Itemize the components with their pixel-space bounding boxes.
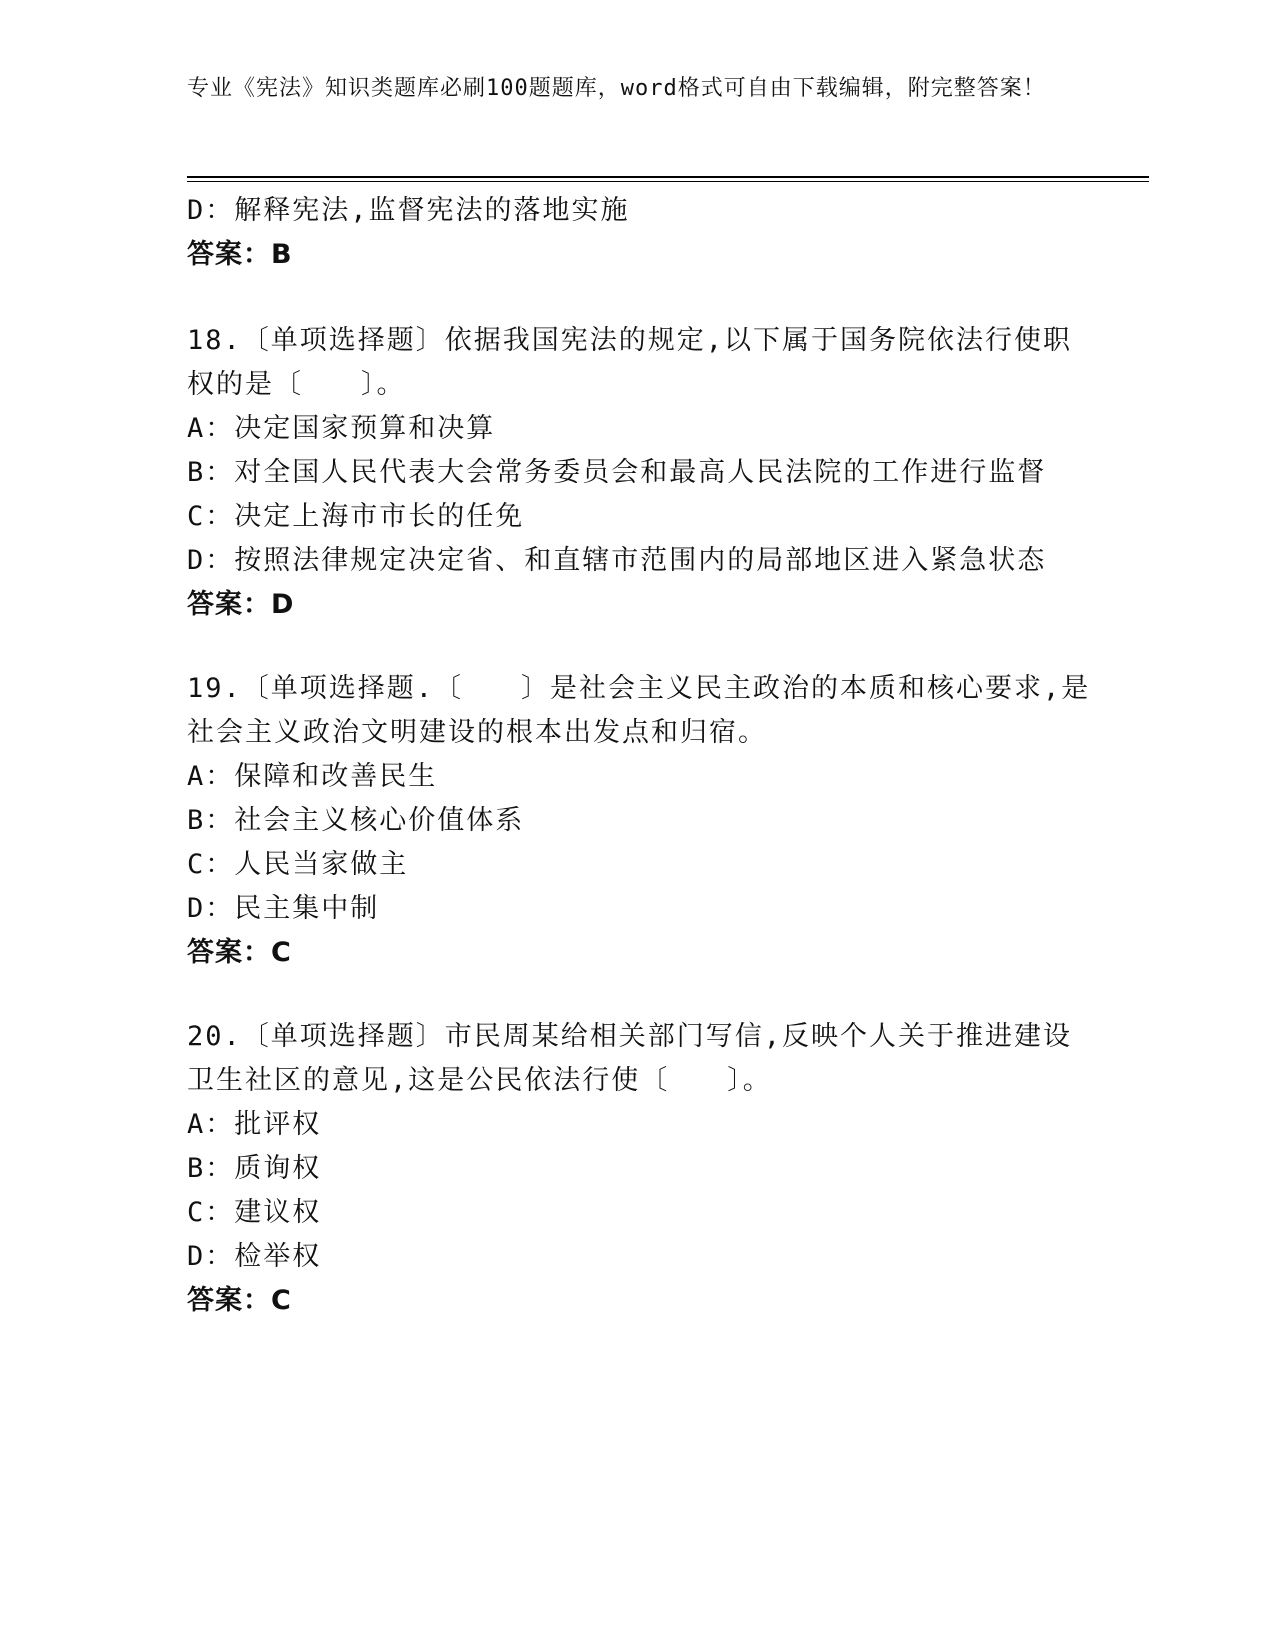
q19-option-b: B：社会主义核心价值体系 — [187, 805, 525, 836]
q18-stem-line2: 权的是〔 〕。 — [187, 369, 406, 400]
q19-option-a: A：保障和改善民生 — [187, 761, 438, 792]
q18-answer: 答案：D — [187, 589, 295, 620]
prev-answer: 答案：B — [187, 239, 293, 270]
q18-option-c: C：决定上海市市长的任免 — [187, 501, 525, 532]
q20-option-d: D：检举权 — [187, 1241, 322, 1272]
document-header: 专业《宪法》知识类题库必刷100题题库，word格式可自由下载编辑，附完整答案！ — [187, 76, 1046, 101]
q20-answer: 答案：C — [187, 1285, 292, 1316]
q19-stem-line1: 19.〔单项选择题.〔 〕是社会主义民主政治的本质和核心要求,是 — [187, 673, 1091, 704]
q19-stem-line2: 社会主义政治文明建设的根本出发点和归宿。 — [187, 717, 767, 748]
q18-stem-line1: 18.〔单项选择题〕依据我国宪法的规定,以下属于国务院依法行使职 — [187, 325, 1073, 356]
header-rule-thick — [187, 176, 1149, 178]
q20-stem-line2: 卫生社区的意见,这是公民依法行使〔 〕。 — [187, 1065, 772, 1096]
q20-option-b: B：质询权 — [187, 1153, 322, 1184]
q20-option-c: C：建议权 — [187, 1197, 322, 1228]
header-rule-thin — [187, 181, 1149, 182]
q20-option-a: A：批评权 — [187, 1109, 322, 1140]
q19-answer: 答案：C — [187, 937, 292, 968]
q19-option-d: D：民主集中制 — [187, 893, 380, 924]
q19-option-c: C：人民当家做主 — [187, 849, 409, 880]
q18-option-d: D：按照法律规定决定省、和直辖市范围内的局部地区进入紧急状态 — [187, 545, 1047, 576]
q20-stem-line1: 20.〔单项选择题〕市民周某给相关部门写信,反映个人关于推进建设 — [187, 1021, 1073, 1052]
q18-option-a: A：决定国家预算和决算 — [187, 413, 496, 444]
prev-option-d: D：解释宪法,监督宪法的落地实施 — [187, 195, 630, 226]
q18-option-b: B：对全国人民代表大会常务委员会和最高人民法院的工作进行监督 — [187, 457, 1047, 488]
